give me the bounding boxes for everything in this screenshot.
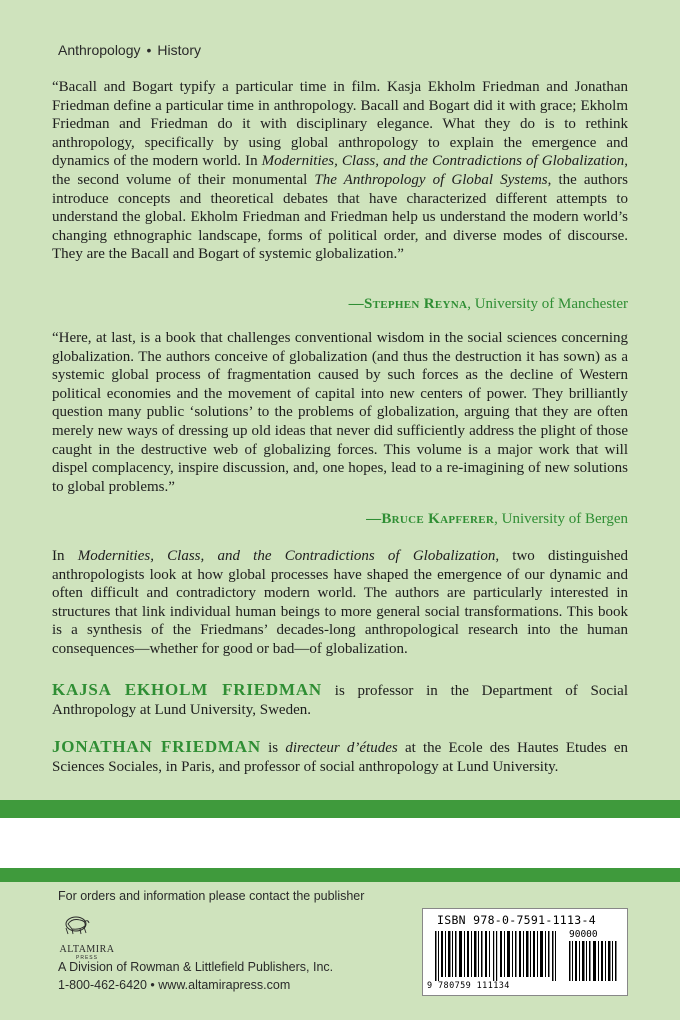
green-stripe-top <box>0 800 680 818</box>
book-description: In Modernities, Class, and the Contradictions of Globalization, two distinguished anthropologists look at how global processes have shaped the emergence of our dynamic and often difficult and contradictory modern world. The authors are particularly interested in structures that link individual human beings to more general social transformations. This book is a synthesis of the Friedmans’ decades-long anthropological research into the human consequences—whether for good or bad—of globalization. <box>52 548 629 657</box>
author-name: KAJSA EKHOLM FRIEDMAN <box>52 680 323 699</box>
category-history: History <box>157 42 201 58</box>
logo-subtext: PRESS <box>76 955 98 961</box>
endorsement-attribution-kapferer <box>366 511 628 528</box>
author-bio-jonathan: JONATHAN FRIEDMAN is directeur d’études at the Ecole des Hautes Etudes en Sciences Sociales, in Paris, and professor of social anthropology at Lund University. <box>52 737 628 775</box>
barcode <box>422 908 628 996</box>
book-title: Modernities, Class, and the Contradictions of Globalization <box>77 548 496 564</box>
barcode-bars <box>433 931 563 981</box>
category-separator: • <box>146 42 152 58</box>
publisher-division: A Division of Rowman & Littlefield Publishers, Inc. <box>58 960 334 974</box>
endorsement-attribution-reyna <box>349 296 628 313</box>
endorser-name: —Stephen Reyna <box>348 296 468 312</box>
author-name: JONATHAN FRIEDMAN <box>52 737 261 756</box>
barcode-digits: 9 780759 111134 <box>427 981 510 991</box>
isbn-label: ISBN 978-0-7591-1113-4 <box>437 913 596 927</box>
endorsement-quote-reyna: “Bacall and Bogart typify a particular time in film. Kasja Ekholm Friedman and Jonathan Friedman define a particular time in anthropology. Bacall and Bogart did it with grace; Ekholm Friedman and Friedman do it with disciplinary elegance. What they do is to rethink anthropology, specifically by using global anthropology to explain the emergence and dynamics of the modern world. In Modernities, Class, and the Contradictions of Globalization, the second volume of their monumental The Anthropology of Global Systems, the authors introduce concepts and theoretical debates that have characterized different attempts to understand the global. Ekholm Friedman and Friedman help us understand the modern world’s changing ethnographic landscape, forms of political order, and diverse modes of discourse. They are the Bacall and Bogart of systemic globalization.” <box>52 79 628 263</box>
category-label <box>58 42 201 58</box>
endorsement-quote-kapferer: “Here, at last, is a book that challenges conventional wisdom in the social sciences concerning globalization. The authors conceive of globalization (and thus the destruction it has sown) as a systemic global process of fragmentation caused by such forces as the decline of Western political economies and the movement of capital into new centers of power. They brilliantly question many public ‘solutions’ to the problems of globalization, arguing that they are often merely new ways of dressing up old ideas that never did sufficiently address the plight of those caught in the destructive web of globalizing forces. This volume is a major work that will dispel complacency, inspire discussion, and, one hopes, lead to a re-imagining of new solutions to global problems.” <box>52 330 628 495</box>
price-code: 90000 <box>569 929 598 940</box>
logo-wordmark: ALTAMIRA <box>59 944 115 955</box>
book-title: Modernities, Class, and the Contradictions of Globalization <box>261 153 625 170</box>
green-stripe-bottom <box>0 868 680 882</box>
author-bio-kajsa: KAJSA EKHOLM FRIEDMAN is professor in the Department of Social Anthropology at Lund University, Sweden. <box>52 680 628 718</box>
category-anthropology: Anthropology <box>58 42 141 58</box>
endorser-name: —Bruce Kapferer <box>366 511 495 527</box>
endorser-affiliation: , University of Manchester <box>467 296 628 312</box>
barcode-addon-bars <box>568 941 618 981</box>
orders-info: For orders and information please contact the publisher <box>58 889 365 903</box>
endorser-affiliation: , University of Bergen <box>494 511 628 527</box>
publisher-contact: 1-800-462-6420 • www.altamirapress.com <box>58 978 291 992</box>
series-title: The Anthropology of Global Systems <box>314 171 548 188</box>
white-band <box>0 818 680 868</box>
